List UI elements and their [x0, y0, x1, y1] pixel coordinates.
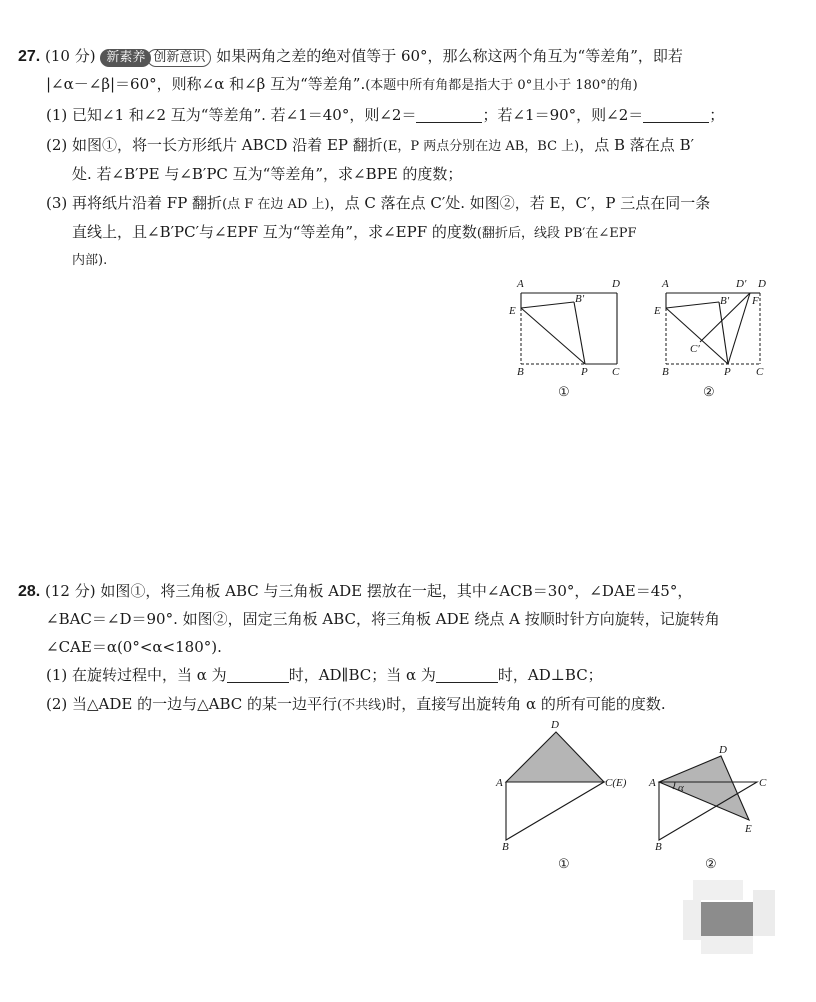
fold-EP [521, 308, 585, 364]
triangle-ADE [506, 732, 604, 782]
label-Bp: B′ [575, 293, 585, 305]
label-alpha: α [678, 782, 684, 794]
caption-2: ② [703, 384, 715, 399]
q28-figure-1 [492, 716, 642, 876]
q27-p3-note2: (翻折后，线段 PB′在∠EPF [476, 226, 637, 241]
label-B: B [502, 841, 509, 853]
label-P: P [581, 366, 588, 378]
label-D: D [758, 278, 766, 290]
q28-score: (12 分) [45, 582, 96, 600]
label-B: B [655, 841, 662, 853]
q27-part2-line1 [46, 134, 694, 158]
label-CE: C(E) [605, 777, 627, 789]
q27-p2-text-end: ，点 B 落在点 B′ [579, 136, 695, 154]
answer-blank[interactable] [227, 666, 289, 683]
label-A: A [496, 777, 503, 789]
label-P: P [724, 366, 731, 378]
q27-number: 27. [18, 48, 41, 65]
q27-note: (本题中所有角都是指大于 0°且小于 180°的角) [365, 78, 638, 93]
badge-new-literacy: 新素养 [100, 49, 151, 67]
q27-p2-note: (E，P 两点分别在边 AB，BC 上) [382, 139, 580, 154]
q27-figure-2 [650, 272, 775, 402]
q27-p3-text-end: ，点 C 落在点 C′处. 如图②，若 E，C′，P 三点在同一条 [329, 194, 711, 212]
label-E: E [654, 305, 661, 317]
answer-blank[interactable] [436, 666, 498, 683]
label-D: D [551, 719, 559, 731]
edge-EBp [521, 302, 574, 308]
label-B: B [662, 366, 669, 378]
q28-p2-text: (2) 当△ADE 的一边与△ABC 的某一边平行 [46, 695, 338, 713]
q27-definition: |∠α－∠β|＝60°，则称∠α 和∠β 互为“等差角”. [46, 75, 366, 93]
q28-p2-text-end: 时，直接写出旋转角 α 的所有可能的度数. [386, 695, 666, 713]
q28-number: 28. [18, 583, 41, 600]
q28-part2 [46, 693, 666, 717]
q27-p3-text: (3) 再将纸片沿着 FP 翻折 [46, 194, 223, 212]
watermark-logo [683, 880, 783, 960]
q27-p1-text-b: ；若∠1＝90°，则∠2＝ [482, 106, 644, 124]
label-Cp: C′ [690, 343, 700, 355]
q27-part3-line3: 内部). [72, 253, 108, 268]
q27-line1 [18, 45, 683, 68]
edge-BpP [574, 302, 585, 364]
answer-blank[interactable] [416, 106, 482, 123]
triangle-ADE [659, 756, 749, 820]
label-B: B [517, 366, 524, 378]
label-D: D [612, 278, 620, 290]
label-C: C [759, 777, 767, 789]
q27-part2-line2: 处. 若∠B′PE 与∠B′PC 互为“等差角”，求∠BPE 的度数； [72, 165, 463, 183]
label-A: A [517, 278, 524, 290]
q27-line1-text: 如果两角之差的绝对值等于 60°，那么称这两个角互为“等差角”，即若 [216, 47, 683, 65]
label-Dp: D′ [736, 278, 747, 290]
q27-part1 [46, 104, 724, 126]
q27-p3-note: (点 F 在边 AD 上) [222, 197, 330, 212]
q28-line3: ∠CAE＝α(0°<α<180°). [46, 638, 222, 656]
label-A: A [649, 777, 656, 789]
badge-innovation: 创新意识 [147, 49, 211, 67]
label-E: E [745, 823, 752, 835]
q28-p1-text-c: 时，AD⊥BC； [497, 666, 603, 684]
q27-part3-line2 [72, 221, 637, 245]
edge-EBp [666, 302, 719, 308]
label-E: E [509, 305, 516, 317]
label-C: C [756, 366, 764, 378]
label-D: D [719, 744, 727, 756]
triangle-ABC [506, 782, 604, 840]
q27-p1-text-a: (1) 已知∠1 和∠2 互为“等差角”. 若∠1＝40°，则∠2＝ [46, 106, 417, 124]
q27-p3-text2: 直线上，且∠B′PC′与∠EPF 互为“等差角”，求∠EPF 的度数 [72, 223, 477, 241]
label-C: C [612, 366, 620, 378]
q28-p1-text-b: 时，AD∥BC；当 α 为 [288, 666, 436, 684]
edge-BpP [719, 302, 728, 364]
q27-line2 [46, 73, 638, 97]
q28-line1 [18, 580, 692, 603]
q28-part1 [46, 664, 603, 686]
q28-figure-2 [645, 716, 775, 876]
caption-2: ② [705, 856, 717, 871]
q27-part3-line1 [46, 192, 710, 216]
q28-line2: ∠BAC＝∠D＝90°. 如图②，固定三角板 ABC，将三角板 ADE 绕点 A 按顺时针方向旋转，记旋转角 [46, 610, 720, 628]
q27-figure-1 [505, 272, 630, 402]
q28-line1-text: 如图①，将三角板 ABC 与三角板 ADE 摆放在一起，其中∠ACB＝30°，∠DAE＝45°， [100, 582, 693, 600]
q28-p1-text-a: (1) 在旋转过程中，当 α 为 [46, 666, 227, 684]
q27-p1-text-c: ； [709, 106, 725, 124]
q28-p2-note: (不共线) [337, 698, 387, 713]
caption-1: ① [558, 384, 570, 399]
answer-blank[interactable] [643, 106, 709, 123]
label-A: A [662, 278, 669, 290]
line-ECpP [666, 308, 728, 364]
q27-p2-text: (2) 如图①，将一长方形纸片 ABCD 沿着 EP 翻折 [46, 136, 383, 154]
q27-score: (10 分) [45, 47, 96, 65]
label-Bp: B′ [720, 295, 730, 307]
caption-1: ① [558, 856, 570, 871]
label-F: F [752, 295, 759, 307]
